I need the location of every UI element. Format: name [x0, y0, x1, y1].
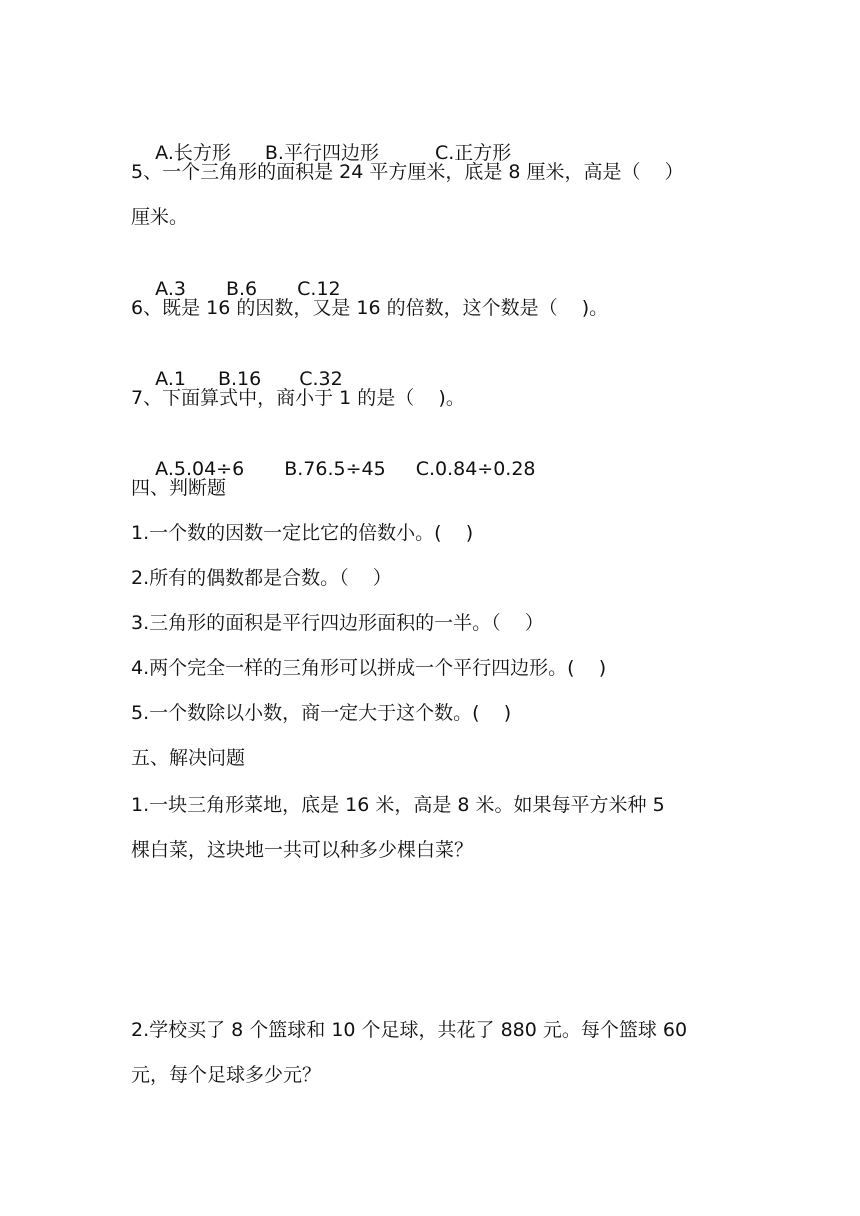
option-c: C.12: [297, 278, 341, 300]
q7-text: 7、下面算式中，商小于 1 的是（ )。: [131, 387, 465, 409]
problem2-line1: 2.学校买了 8 个篮球和 10 个足球，共花了 880 元。每个篮球 60: [131, 1019, 688, 1041]
option-a: A.3: [155, 278, 186, 300]
option-b: B.平行四边形: [264, 142, 379, 164]
problem1-line1: 1.一块三角形菜地，底是 16 米，高是 8 米。如果每平方米种 5: [131, 794, 665, 816]
problem1-line2: 棵白菜，这块地一共可以种多少棵白菜？: [131, 839, 474, 861]
judge-item-3: 3.三角形的面积是平行四边形面积的一半。（ ）: [131, 612, 544, 634]
option-c: C.正方形: [434, 142, 512, 164]
judge-item-1: 1.一个数的因数一定比它的倍数小。( ): [131, 522, 474, 544]
judge-item-4: 4.两个完全一样的三角形可以拼成一个平行四边形。( ): [131, 657, 607, 679]
q5-text-line1: 5、一个三角形的面积是 24 平方厘米，底是 8 厘米，高是（ ）: [131, 161, 684, 183]
section5-heading: 五、解决问题: [131, 747, 246, 769]
judge-item-2: 2.所有的偶数都是合数。（ ）: [131, 567, 392, 589]
option-c: C.32: [299, 368, 343, 390]
judge-item-5: 5.一个数除以小数，商一定大于这个数。( ): [131, 702, 512, 724]
option-a: A.1: [155, 368, 186, 390]
option-b: B.6: [225, 278, 258, 300]
problem2-line2: 元，每个足球多少元？: [131, 1064, 322, 1086]
option-b: B.76.5÷45: [284, 458, 386, 480]
section4-heading: 四、判断题: [131, 477, 227, 499]
option-c: C.0.84÷0.28: [415, 458, 536, 480]
option-a: A.长方形: [155, 142, 231, 164]
option-b: B.16: [217, 368, 262, 390]
q6-text: 6、既是 16 的因数，又是 16 的倍数，这个数是（ )。: [131, 297, 609, 319]
q5-text-line2: 厘米。: [131, 206, 189, 228]
option-a: A.5.04÷6: [155, 458, 245, 480]
